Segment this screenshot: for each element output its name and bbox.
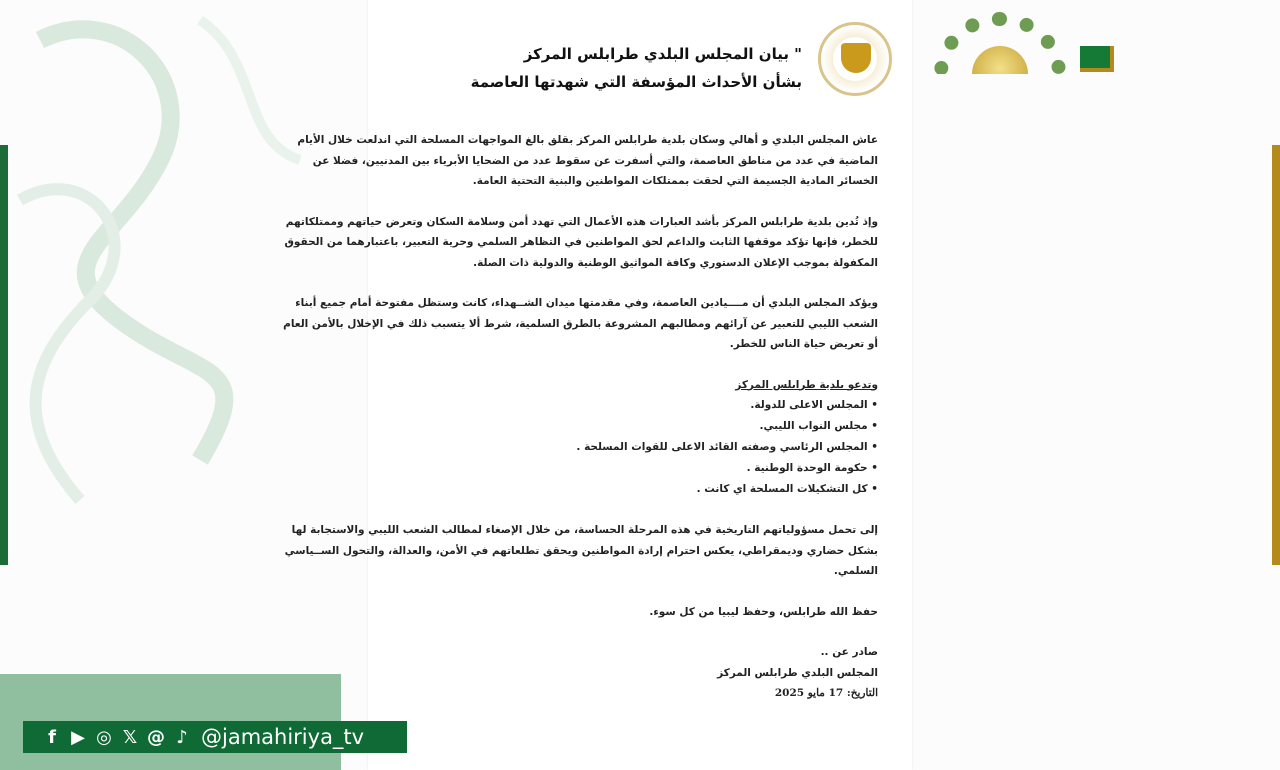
threads-icon[interactable]: @ xyxy=(147,726,165,748)
left-accent-bar xyxy=(0,145,8,565)
tiktok-icon[interactable]: ♪ xyxy=(176,726,188,748)
instagram-icon[interactable]: ◎ xyxy=(96,726,112,748)
paragraph-3 xyxy=(283,293,878,355)
call-heading: وتدعو بلدية طرابلس المركز xyxy=(735,378,878,391)
document-title xyxy=(471,40,802,96)
list-item: • المجلس الرئاسي وصفته القائد الاعلى للقوات المسلحة . xyxy=(388,437,878,458)
text-line: إلى تحمل مسؤولياتهم التاريخية في هذه المرحلة الحساسة، من خلال الإصغاء لمطالب الشعب الليبي والاستجابة لها xyxy=(291,524,878,536)
paragraph-1 xyxy=(297,130,878,192)
social-handle[interactable]: @jamahiriya_tv xyxy=(201,725,365,749)
flag-icon xyxy=(1080,46,1114,72)
text-line: الشعب الليبي للتعبير عن آرائهم ومطالبهم المشروعة بالطرق السلمية، شرط ألا يتسبب ذلك في الإخلال بالأمن العام xyxy=(283,317,878,330)
social-handle-bar xyxy=(23,721,407,753)
right-accent-bar xyxy=(1272,145,1280,565)
text-line: الماضية في عدد من مناطق العاصمة، والتي أسفرت عن سقوط عدد من الضحايا الأبرياء بين المدنيين، فضلا عن xyxy=(312,154,878,167)
call-list xyxy=(388,395,878,500)
document-body xyxy=(283,130,878,704)
text-line: للخطر، فإنها تؤكد موقفها الثابت والداعم لحق المواطنين في التظاهر السلمي وحرية التعبير، باعتبارهما من الحقوق xyxy=(284,236,878,248)
issuer: المجلس البلدي طرابلس المركز xyxy=(717,666,878,679)
text-line: أو تعريض حياة الناس للخطر. xyxy=(729,338,878,350)
issue-date: التاريخ: 17 مايو 2025 xyxy=(774,687,878,699)
text-line: ويؤكد المجلس البلدي أن مــــيادين العاصمة، وفي مقدمتها ميدان الشــهداء، كانت وستظل مفتوحة أمام جميع أبناء xyxy=(295,297,878,309)
paragraph-4 xyxy=(284,520,878,582)
jamahiriya-logo xyxy=(932,8,1068,74)
text-line: الخسائر المادية الجسيمة التي لحقت بممتلكات المواطنين والبنية التحتية العامة. xyxy=(472,175,878,187)
closing-line: حفظ الله طرابلس، وحفظ ليبيا من كل سوء. xyxy=(649,605,878,618)
signature-block xyxy=(388,642,878,704)
list-item: • مجلس النواب الليبي. xyxy=(388,416,878,437)
text-line: بشكل حضاري وديمقراطي، يعكس احترام إرادة المواطنين ويحقق تطلعاتهم في الأمن، والعدالة، والتحول الســياسي xyxy=(284,544,878,557)
municipality-seal xyxy=(818,22,892,96)
title-line-1: " بيان المجلس البلدي طرابلس المركز xyxy=(523,45,802,63)
x-icon[interactable]: 𝕏 xyxy=(122,726,138,748)
list-item: • المجلس الاعلى للدولة. xyxy=(388,395,878,416)
facebook-icon[interactable]: f xyxy=(48,726,56,748)
text-line: وإذ تُدين بلدية طرابلس المركز بأشد العبارات هذه الأعمال التي تهدد أمن وسلامة السكان وتعرض حياتهم وممتلكاتهم xyxy=(285,215,878,228)
list-item: • كل التشكيلات المسلحة اي كانت . xyxy=(388,479,878,500)
text-line: عاش المجلس البلدي و أهالي وسكان بلدية طرابلس المركز بقلق بالغ المواجهات المسلحة التي اندلعت خلال الأيام xyxy=(297,134,878,146)
list-item: • حكومة الوحدة الوطنية . xyxy=(388,458,878,479)
title-line-2: بشأن الأحداث المؤسفة التي شهدتها العاصمة xyxy=(470,73,802,91)
youtube-icon[interactable]: ▶ xyxy=(71,726,85,748)
paragraph-2 xyxy=(284,212,878,274)
issued-by: صادر عن .. xyxy=(820,646,878,658)
text-line: السلمي. xyxy=(833,565,878,577)
text-line: المكفولة بموجب الإعلان الدستوري وكافة المواثيق الوطنية والدولية ذات الصلة. xyxy=(473,256,878,269)
